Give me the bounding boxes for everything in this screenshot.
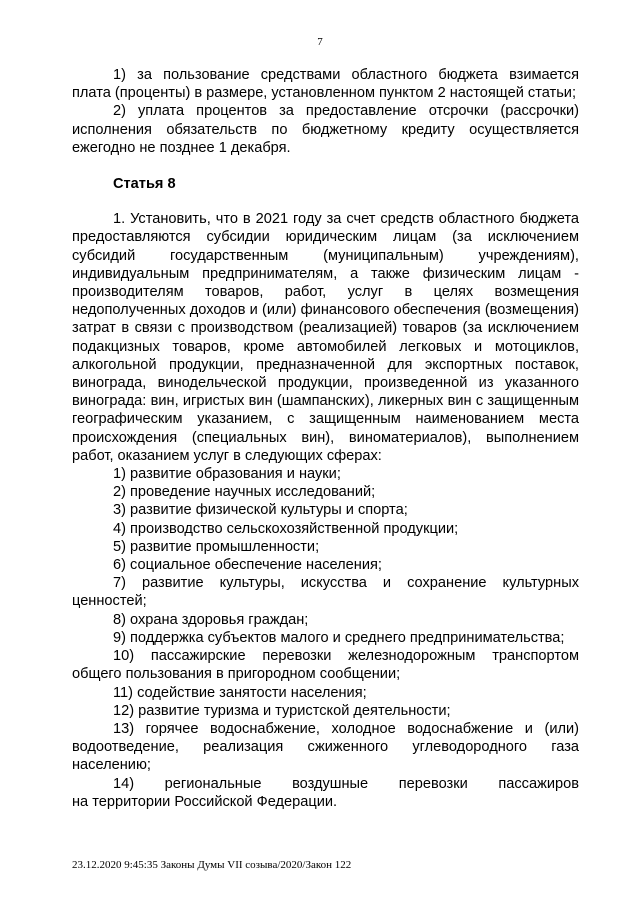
list-item-6: 6) социальное обеспечение населения; — [113, 557, 382, 574]
list-item-7: 7) развитие культуры, искусства и сохранение культурных ценностей; — [72, 575, 579, 610]
page-number: 7 — [317, 36, 323, 48]
article7-item-2: 2) уплата процентов за предоставление отсрочки (рассрочки) исполнения обязательств по бюджетному кредиту осуществляется ежегодно не позднее 1 декабря. — [72, 103, 579, 156]
list-item-14-line-2: на территории Российской Федерации. — [72, 793, 338, 810]
list-item-4: 4) производство сельскохозяйственной продукции; — [113, 520, 459, 537]
list-item-10: 10) пассажирские перевозки железнодорожным транспортом общего пользования в пригородном сообщении; — [72, 648, 579, 683]
list-item-2: 2) проведение научных исследований; — [113, 484, 376, 501]
article7-item-1: 1) за пользование средствами областного бюджета взимается плата (проценты) в размере, установленном пунктом 2 настоящей статьи; — [72, 67, 579, 102]
list-item-14-line-1: 14) региональные воздушные перевозки пассажиров — [113, 775, 579, 792]
list-item-12: 12) развитие туризма и туристской деятельности; — [113, 702, 451, 719]
list-item-1: 1) развитие образования и науки; — [113, 466, 341, 483]
list-item-11: 11) содействие занятости населения; — [113, 684, 367, 701]
list-item-3: 3) развитие физической культуры и спорта; — [113, 502, 408, 519]
document-body — [72, 66, 579, 811]
list-item-8: 8) охрана здоровья граждан; — [113, 611, 309, 628]
list-item-5: 5) развитие промышленности; — [113, 538, 320, 555]
document-footer: 23.12.2020 9:45:35 Законы Думы VII созыва/2020/Закон 122 — [72, 859, 352, 871]
article8-heading: Статья 8 — [113, 176, 176, 193]
list-item-13: 13) горячее водоснабжение, холодное водоснабжение и (или) водоотведение, реализация сжиженного углеводородного газа населению; — [72, 720, 579, 774]
article8-paragraph-1: 1. Установить, что в 2021 году за счет средств областного бюджета предоставляются субсидии юридическим лицам (за исключением субсидий государственным (муниципальным) учреждениям), индивидуальным предпринимателям, а также физическим лицам - производителям товаров, работ, услуг в целях возмещения недополученных доходов и (или) финансового обеспечения (возмещения) затрат в связи с производством (реализацией) товаров (за исключением подакцизных товаров, кроме автомобилей легковых и мотоциклов, алкогольной продукции, предназначенной для экспортных поставок, винограда, винодельческой продукции, произведенной из указанного винограда: вин, игристых вин (шампанских), ликерных вин с защищенным географическим указанием, с защищенным наименованием места происхождения (специальных вин), виноматериалов), выполнением работ, оказанием услуг в следующих сферах: — [72, 211, 579, 464]
list-item-9: 9) поддержка субъектов малого и среднего предпринимательства; — [113, 629, 565, 646]
